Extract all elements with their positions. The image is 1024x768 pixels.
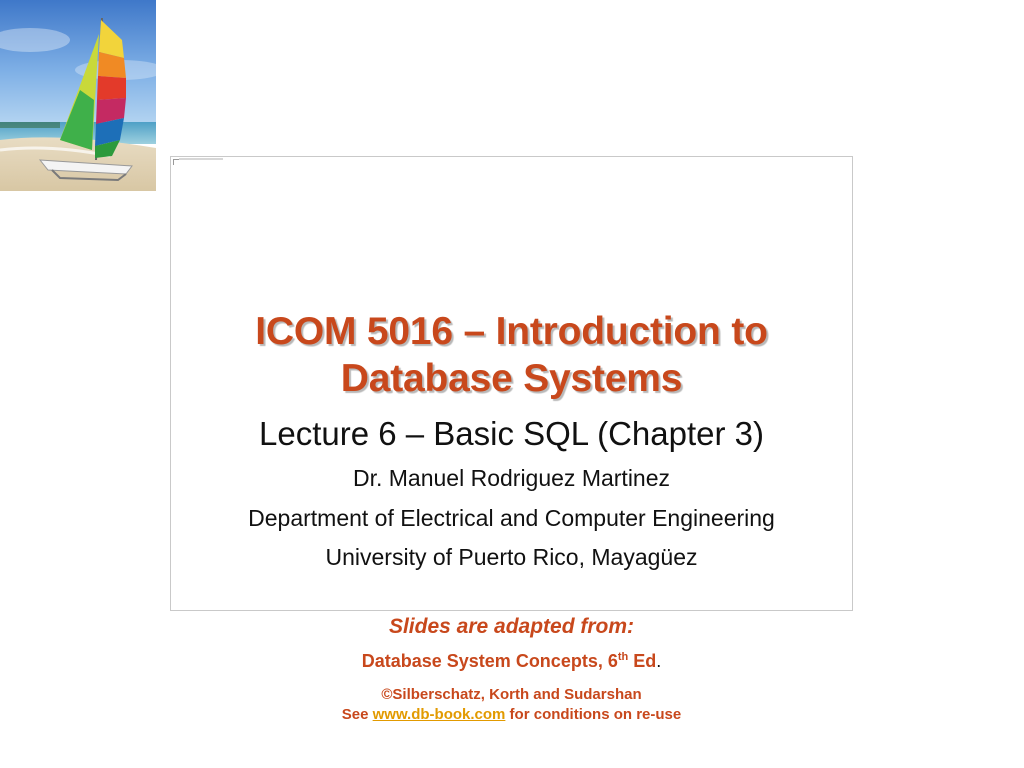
reuse-suffix: for conditions on re-use bbox=[505, 706, 682, 723]
slide-title-line-2: Database Systems bbox=[340, 357, 683, 400]
edition-superscript: th bbox=[617, 651, 629, 663]
slide-title-line-1: ICOM 5016 – Introduction to bbox=[255, 310, 768, 353]
book-title: Database System Concepts, 6 bbox=[361, 651, 618, 671]
book-citation bbox=[170, 649, 853, 673]
department-name: Department of Electrical and Computer Engineering bbox=[248, 505, 775, 531]
edition-label: Ed bbox=[628, 651, 657, 671]
sailboat-photo bbox=[0, 0, 156, 191]
adapted-from-note: Slides are adapted from: bbox=[388, 615, 635, 638]
university-name: University of Puerto Rico, Mayagüez bbox=[325, 544, 698, 570]
citation-period: . bbox=[656, 651, 662, 671]
reuse-conditions bbox=[170, 705, 853, 724]
author-name: Dr. Manuel Rodriguez Martinez bbox=[352, 465, 671, 491]
slide-title bbox=[170, 308, 853, 402]
frame-corner-caption bbox=[179, 158, 223, 160]
reuse-prefix: See bbox=[341, 706, 373, 723]
db-book-link[interactable]: www.db-book.com bbox=[372, 706, 506, 723]
lecture-subtitle: Lecture 6 – Basic SQL (Chapter 3) bbox=[258, 415, 765, 452]
copyright-notice: ©Silberschatz, Korth and Sudarshan bbox=[381, 686, 642, 703]
